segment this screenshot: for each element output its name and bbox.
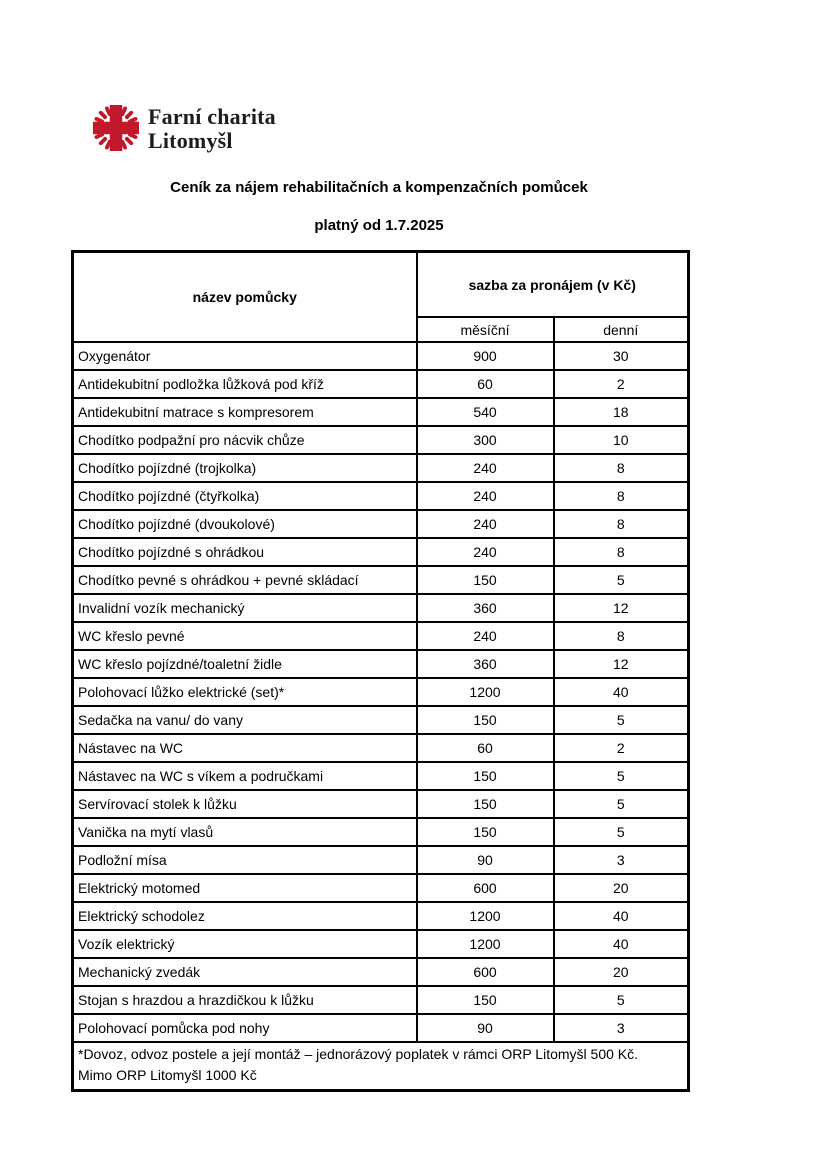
- daily-price-cell: 2: [554, 370, 689, 398]
- monthly-price-cell: 540: [417, 398, 554, 426]
- daily-price-cell: 8: [554, 454, 689, 482]
- item-name-cell: Chodítko pojízdné (čtyřkolka): [73, 482, 417, 510]
- item-name-cell: Elektrický motomed: [73, 874, 417, 902]
- monthly-price-cell: 300: [417, 426, 554, 454]
- price-table-footer: [73, 1042, 689, 1091]
- monthly-price-cell: 240: [417, 510, 554, 538]
- charity-wordmark: [148, 105, 276, 153]
- monthly-price-cell: 150: [417, 566, 554, 594]
- item-name-cell: Nástavec na WC s víkem a područkami: [73, 762, 417, 790]
- caritas-flame-cross-icon: [92, 104, 140, 152]
- daily-price-cell: 8: [554, 482, 689, 510]
- item-name-cell: Antidekubitní matrace s kompresorem: [73, 398, 417, 426]
- charity-name-line2: Litomyšl: [148, 128, 233, 153]
- footnote-line2: Mimo ORP Litomyšl 1000 Kč: [78, 1067, 257, 1083]
- monthly-price-cell: 150: [417, 790, 554, 818]
- item-name-cell: Elektrický schodolez: [73, 902, 417, 930]
- monthly-price-cell: 60: [417, 734, 554, 762]
- monthly-price-cell: 240: [417, 538, 554, 566]
- daily-price-cell: 8: [554, 622, 689, 650]
- daily-price-cell: 5: [554, 818, 689, 846]
- item-name-cell: Oxygenátor: [73, 342, 417, 370]
- table-row: [73, 706, 689, 734]
- table-row: [73, 538, 689, 566]
- table-row: [73, 874, 689, 902]
- item-name-cell: Chodítko podpažní pro nácvik chůze: [73, 426, 417, 454]
- item-name-cell: Chodítko pojízdné (dvoukolové): [73, 510, 417, 538]
- item-name-cell: Polohovací pomůcka pod nohy: [73, 1014, 417, 1042]
- item-name-cell: Mechanický zvedák: [73, 958, 417, 986]
- table-row: [73, 958, 689, 986]
- daily-price-cell: 40: [554, 902, 689, 930]
- table-row: [73, 482, 689, 510]
- monthly-price-cell: 600: [417, 874, 554, 902]
- daily-price-cell: 18: [554, 398, 689, 426]
- table-row: [73, 762, 689, 790]
- item-name-cell: WC křeslo pojízdné/toaletní židle: [73, 650, 417, 678]
- item-name-cell: Vozík elektrický: [73, 930, 417, 958]
- daily-price-cell: 10: [554, 426, 689, 454]
- table-row: [73, 510, 689, 538]
- table-row: [73, 594, 689, 622]
- daily-price-cell: 8: [554, 538, 689, 566]
- item-name-cell: Chodítko pevné s ohrádkou + pevné skládací: [73, 566, 417, 594]
- monthly-price-cell: 240: [417, 454, 554, 482]
- daily-price-cell: 5: [554, 986, 689, 1014]
- monthly-price-cell: 1200: [417, 902, 554, 930]
- table-row: [73, 426, 689, 454]
- table-row: [73, 902, 689, 930]
- item-name-cell: Invalidní vozík mechanický: [73, 594, 417, 622]
- monthly-price-cell: 1200: [417, 930, 554, 958]
- monthly-price-cell: 1200: [417, 678, 554, 706]
- daily-price-cell: 2: [554, 734, 689, 762]
- table-row: [73, 342, 689, 370]
- table-row: [73, 734, 689, 762]
- monthly-price-cell: 900: [417, 342, 554, 370]
- table-row: [73, 846, 689, 874]
- name-column-header: název pomůcky: [73, 252, 417, 343]
- daily-price-cell: 8: [554, 510, 689, 538]
- footnote-cell: [73, 1042, 689, 1091]
- monthly-price-cell: 150: [417, 818, 554, 846]
- daily-price-cell: 12: [554, 594, 689, 622]
- item-name-cell: Chodítko pojízdné (trojkolka): [73, 454, 417, 482]
- table-row: [73, 986, 689, 1014]
- daily-price-cell: 5: [554, 706, 689, 734]
- table-row: [73, 398, 689, 426]
- monthly-price-cell: 150: [417, 706, 554, 734]
- item-name-cell: Antidekubitní podložka lůžková pod kříž: [73, 370, 417, 398]
- monthly-price-cell: 240: [417, 622, 554, 650]
- daily-price-cell: 40: [554, 930, 689, 958]
- item-name-cell: Nástavec na WC: [73, 734, 417, 762]
- table-row: [73, 622, 689, 650]
- table-row: [73, 454, 689, 482]
- table-row: [73, 566, 689, 594]
- daily-price-cell: 5: [554, 790, 689, 818]
- table-row: [73, 790, 689, 818]
- price-table-body: [73, 342, 689, 1042]
- daily-price-cell: 5: [554, 566, 689, 594]
- page-title: Ceník za nájem rehabilitačních a kompenzačních pomůcek: [170, 179, 588, 196]
- daily-price-cell: 30: [554, 342, 689, 370]
- header-row-main: [73, 252, 689, 318]
- daily-price-cell: 12: [554, 650, 689, 678]
- monthly-price-cell: 360: [417, 594, 554, 622]
- monthly-price-cell: 360: [417, 650, 554, 678]
- daily-subheader: denní: [554, 317, 689, 342]
- table-row: [73, 930, 689, 958]
- monthly-price-cell: 90: [417, 846, 554, 874]
- table-row: [73, 650, 689, 678]
- item-name-cell: Sedačka na vanu/ do vany: [73, 706, 417, 734]
- monthly-price-cell: 150: [417, 986, 554, 1014]
- charity-logo: [92, 104, 276, 153]
- table-row: [73, 1014, 689, 1042]
- item-name-cell: Chodítko pojízdné s ohrádkou: [73, 538, 417, 566]
- daily-price-cell: 20: [554, 958, 689, 986]
- effective-date: platný od 1.7.2025: [314, 217, 444, 234]
- daily-price-cell: 3: [554, 1014, 689, 1042]
- item-name-cell: Servírovací stolek k lůžku: [73, 790, 417, 818]
- daily-price-cell: 3: [554, 846, 689, 874]
- table-row: [73, 818, 689, 846]
- monthly-price-cell: 90: [417, 1014, 554, 1042]
- price-table-header: [73, 252, 689, 343]
- monthly-price-cell: 60: [417, 370, 554, 398]
- price-table: [71, 250, 690, 1092]
- footnote-row: [73, 1042, 689, 1091]
- table-row: [73, 678, 689, 706]
- item-name-cell: Vanička na mytí vlasů: [73, 818, 417, 846]
- item-name-cell: WC křeslo pevné: [73, 622, 417, 650]
- footnote-line1: *Dovoz, odvoz postele a její montáž – jednorázový poplatek v rámci ORP Litomyšl 500 Kč.: [78, 1046, 639, 1062]
- monthly-price-cell: 240: [417, 482, 554, 510]
- rate-column-header: sazba za pronájem (v Kč): [417, 252, 689, 318]
- item-name-cell: Podložní mísa: [73, 846, 417, 874]
- item-name-cell: Polohovací lůžko elektrické (set)*: [73, 678, 417, 706]
- monthly-price-cell: 600: [417, 958, 554, 986]
- daily-price-cell: 40: [554, 678, 689, 706]
- daily-price-cell: 20: [554, 874, 689, 902]
- daily-price-cell: 5: [554, 762, 689, 790]
- charity-name-line1: Farní charita: [148, 104, 276, 129]
- item-name-cell: Stojan s hrazdou a hrazdičkou k lůžku: [73, 986, 417, 1014]
- table-row: [73, 370, 689, 398]
- monthly-subheader: měsíční: [417, 317, 554, 342]
- monthly-price-cell: 150: [417, 762, 554, 790]
